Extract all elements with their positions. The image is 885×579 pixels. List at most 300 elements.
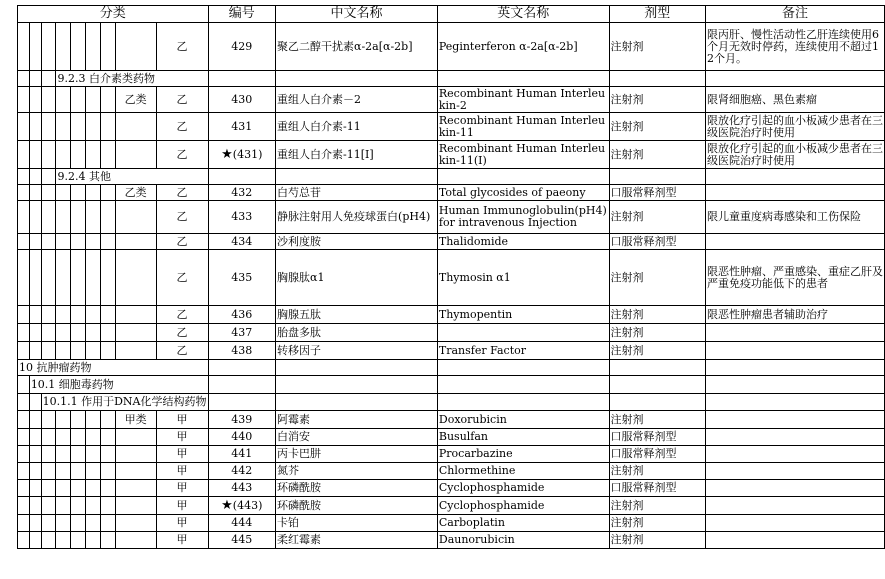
- indent-cell: [71, 324, 86, 342]
- indent-cell: [71, 23, 86, 71]
- indent-cell: [71, 234, 86, 250]
- cn-name-cell: 阿霉素: [276, 411, 438, 429]
- number-cell: [208, 342, 276, 360]
- section-row: [18, 360, 885, 376]
- number-cell: [208, 71, 276, 87]
- cn-name-cell: [276, 394, 438, 411]
- remark-cell: [705, 480, 884, 497]
- indent-cell: [56, 497, 71, 515]
- indent-cell: [29, 306, 41, 324]
- en-name-cell: [437, 376, 609, 394]
- remark-cell: [705, 324, 884, 342]
- class-cell: [115, 201, 156, 234]
- form-cell: 口服常释剂型: [609, 480, 705, 497]
- level-cell: 乙: [156, 23, 208, 71]
- indent-cell: [41, 306, 56, 324]
- indent-cell: [86, 515, 101, 532]
- indent-cell: [18, 71, 30, 87]
- remark-cell: [705, 411, 884, 429]
- number-cell: [208, 169, 276, 185]
- indent-cell: [41, 250, 56, 306]
- indent-cell: [41, 480, 56, 497]
- indent-cell: [18, 113, 30, 141]
- indent-cell: [86, 306, 101, 324]
- indent-cell: [41, 141, 56, 169]
- drug-number: 436: [231, 307, 253, 321]
- en-name-cell: Daunorubicin: [437, 532, 609, 549]
- indent-cell: [56, 532, 71, 549]
- indent-cell: [100, 306, 115, 324]
- drug-number: 435: [231, 270, 253, 284]
- indent-cell: [56, 201, 71, 234]
- indent-cell: [100, 141, 115, 169]
- drug-number: 442: [231, 464, 253, 477]
- level-cell: 甲: [156, 463, 208, 480]
- indent-cell: [41, 324, 56, 342]
- remark-cell: [705, 515, 884, 532]
- indent-cell: [18, 201, 30, 234]
- form-cell: 注射剂: [609, 324, 705, 342]
- number-cell: [208, 394, 276, 411]
- indent-cell: [71, 113, 86, 141]
- level-cell: 乙: [156, 87, 208, 113]
- indent-cell: [100, 201, 115, 234]
- drug-number: 438: [231, 343, 253, 357]
- en-name-cell: Recombinant Human Interleukin-11: [437, 113, 609, 141]
- indent-cell: [41, 87, 56, 113]
- indent-cell: [41, 411, 56, 429]
- indent-cell: [56, 306, 71, 324]
- section-title: 9.2.3 白介素类药物: [56, 71, 208, 87]
- level-cell: 乙: [156, 250, 208, 306]
- indent-cell: [18, 515, 30, 532]
- indent-cell: [56, 446, 71, 463]
- indent-cell: [56, 23, 71, 71]
- indent-cell: [86, 87, 101, 113]
- remark-cell: 限放化疗引起的血小板减少患者在三级医院治疗时使用: [706, 141, 883, 167]
- indent-cell: [71, 141, 86, 169]
- class-cell: [115, 23, 156, 71]
- indent-cell: [29, 185, 41, 201]
- indent-cell: [86, 185, 101, 201]
- class-cell: [115, 429, 156, 446]
- indent-cell: [29, 71, 41, 87]
- indent-cell: [71, 515, 86, 532]
- form-cell: [609, 360, 705, 376]
- indent-cell: [29, 480, 41, 497]
- indent-cell: [86, 463, 101, 480]
- form-cell: 注射剂: [609, 201, 705, 234]
- en-name-cell: [437, 71, 609, 87]
- table-row: [18, 23, 885, 71]
- indent-cell: [86, 324, 101, 342]
- form-cell: [609, 394, 705, 411]
- form-cell: 注射剂: [609, 497, 705, 515]
- indent-cell: [86, 250, 101, 306]
- number-cell: [208, 532, 276, 549]
- header-row: [18, 6, 885, 23]
- section-row: [18, 376, 885, 394]
- indent-cell: [56, 429, 71, 446]
- indent-cell: [100, 234, 115, 250]
- indent-cell: [86, 342, 101, 360]
- drug-number: (443): [232, 498, 263, 512]
- drug-number: (431): [232, 147, 263, 161]
- remark-cell: [705, 376, 884, 394]
- indent-cell: [56, 515, 71, 532]
- indent-cell: [18, 446, 30, 463]
- en-name-cell: Thalidomide: [437, 234, 609, 250]
- indent-cell: [29, 23, 41, 71]
- table-row: [18, 87, 885, 113]
- remark-cell: [705, 185, 884, 201]
- cn-name-cell: 丙卡巴肼: [276, 446, 438, 463]
- level-cell: 甲: [156, 429, 208, 446]
- cn-name-cell: 白芍总苷: [276, 185, 438, 201]
- header-remark: 备注: [705, 6, 884, 23]
- indent-cell: [18, 532, 30, 549]
- indent-cell: [71, 463, 86, 480]
- star-icon: ★: [221, 146, 233, 162]
- indent-cell: [56, 480, 71, 497]
- en-name-cell: Chlormethine: [437, 463, 609, 480]
- indent-cell: [100, 87, 115, 113]
- en-name-cell: Procarbazine: [437, 446, 609, 463]
- cn-name-cell: [276, 71, 438, 87]
- section-row: [18, 71, 885, 87]
- indent-cell: [18, 376, 30, 394]
- remark-cell: [705, 360, 884, 376]
- indent-cell: [41, 113, 56, 141]
- drug-number: 440: [231, 430, 253, 443]
- section-row: [18, 394, 885, 411]
- form-cell: [609, 169, 705, 185]
- remark-cell: 限放化疗引起的血小板减少患者在三级医院治疗时使用: [706, 113, 883, 139]
- cn-name-cell: 重组人白介素-11: [276, 113, 438, 141]
- indent-cell: [71, 201, 86, 234]
- form-cell: 注射剂: [609, 342, 705, 360]
- class-cell: [115, 497, 156, 515]
- indent-cell: [56, 234, 71, 250]
- en-name-cell: [437, 394, 609, 411]
- indent-cell: [18, 342, 30, 360]
- indent-cell: [18, 463, 30, 480]
- indent-cell: [29, 532, 41, 549]
- form-cell: 注射剂: [609, 141, 705, 169]
- indent-cell: [56, 87, 71, 113]
- indent-cell: [71, 87, 86, 113]
- indent-cell: [56, 411, 71, 429]
- form-cell: [609, 71, 705, 87]
- class-cell: [115, 324, 156, 342]
- indent-cell: [86, 23, 101, 71]
- cn-name-cell: 转移因子: [276, 342, 438, 360]
- indent-cell: [18, 324, 30, 342]
- class-cell: [115, 342, 156, 360]
- en-name-cell: Total glycosides of paeony: [437, 185, 609, 201]
- section-title: 10 抗肿瘤药物: [18, 360, 209, 376]
- indent-cell: [86, 201, 101, 234]
- indent-cell: [100, 497, 115, 515]
- header-category: 分类: [18, 6, 209, 23]
- level-cell: 甲: [156, 411, 208, 429]
- form-cell: 注射剂: [609, 532, 705, 549]
- indent-cell: [18, 306, 30, 324]
- indent-cell: [100, 23, 115, 71]
- indent-cell: [29, 169, 41, 185]
- form-cell: 注射剂: [609, 23, 705, 71]
- remark-cell: [705, 71, 884, 87]
- cn-name-cell: 胸腺肽α1: [276, 250, 438, 306]
- indent-cell: [56, 113, 71, 141]
- indent-cell: [29, 342, 41, 360]
- indent-cell: [41, 446, 56, 463]
- indent-cell: [29, 250, 41, 306]
- indent-cell: [18, 250, 30, 306]
- cn-name-cell: 重组人白介素-11[Ⅰ]: [276, 141, 438, 169]
- indent-cell: [18, 394, 30, 411]
- indent-cell: [41, 23, 56, 71]
- indent-cell: [29, 411, 41, 429]
- indent-cell: [41, 497, 56, 515]
- indent-cell: [56, 463, 71, 480]
- number-cell: [208, 324, 276, 342]
- level-cell: 乙: [156, 201, 208, 234]
- indent-cell: [18, 497, 30, 515]
- en-name-cell: Peginterferon α-2a[α-2b]: [437, 23, 609, 71]
- indent-cell: [18, 234, 30, 250]
- indent-cell: [100, 324, 115, 342]
- level-cell: 甲: [156, 446, 208, 463]
- indent-cell: [41, 201, 56, 234]
- level-cell: 乙: [156, 185, 208, 201]
- remark-cell: [705, 463, 884, 480]
- number-cell: [208, 141, 276, 169]
- class-cell: [115, 141, 156, 169]
- table-row: [18, 324, 885, 342]
- class-cell: [115, 532, 156, 549]
- drug-number: 434: [231, 234, 253, 248]
- cn-name-cell: [276, 169, 438, 185]
- class-cell: [115, 306, 156, 324]
- class-cell: [115, 515, 156, 532]
- en-name-cell: [437, 169, 609, 185]
- drug-number: 445: [231, 533, 253, 546]
- level-cell: 甲: [156, 515, 208, 532]
- drug-number: 433: [231, 210, 253, 223]
- indent-cell: [86, 532, 101, 549]
- indent-cell: [71, 342, 86, 360]
- indent-cell: [29, 324, 41, 342]
- en-name-cell: Carboplatin: [437, 515, 609, 532]
- en-name-cell: Recombinant Human Interleukin-2: [437, 87, 609, 113]
- indent-cell: [18, 169, 30, 185]
- indent-cell: [100, 515, 115, 532]
- en-name-cell: Cyclophosphamide: [437, 480, 609, 497]
- indent-cell: [56, 324, 71, 342]
- drug-number: 443: [231, 481, 253, 494]
- form-cell: 注射剂: [609, 515, 705, 532]
- table-body: [18, 6, 885, 549]
- section-row: [18, 169, 885, 185]
- indent-cell: [18, 87, 30, 113]
- remark-cell: [705, 342, 884, 360]
- cn-name-cell: 卡铂: [276, 515, 438, 532]
- indent-cell: [41, 71, 56, 87]
- en-name-cell: Human Immunoglobulin(pH4) for intravenous Injection: [437, 201, 609, 234]
- class-cell: [115, 250, 156, 306]
- number-cell: [208, 250, 276, 306]
- cn-name-cell: 静脉注射用人免疫球蛋白(pH4): [276, 201, 438, 234]
- remark-cell: 限恶性肿瘤、严重感染、重症乙肝及严重免疫功能低下的患者: [705, 250, 884, 306]
- table-row: [18, 480, 885, 497]
- number-cell: [208, 306, 276, 324]
- en-name-cell: Doxorubicin: [437, 411, 609, 429]
- drug-number: 437: [231, 325, 253, 339]
- level-cell: 甲: [156, 497, 208, 515]
- remark-cell: [705, 429, 884, 446]
- star-icon: ★: [221, 497, 233, 513]
- number-cell: [208, 201, 276, 234]
- indent-cell: [71, 306, 86, 324]
- class-cell: 甲类: [115, 411, 156, 429]
- form-cell: [609, 376, 705, 394]
- cn-name-cell: 重组人白介素－2: [276, 87, 438, 113]
- remark-cell: [705, 497, 884, 515]
- indent-cell: [41, 532, 56, 549]
- level-cell: 乙: [156, 324, 208, 342]
- indent-cell: [100, 185, 115, 201]
- drug-number: 441: [231, 447, 253, 460]
- table-row: [18, 429, 885, 446]
- number-cell: [208, 185, 276, 201]
- number-cell: [208, 360, 276, 376]
- cn-name-cell: 沙利度胺: [276, 234, 438, 250]
- indent-cell: [86, 141, 101, 169]
- indent-cell: [29, 446, 41, 463]
- drug-number: 444: [231, 516, 253, 529]
- cn-name-cell: 氮芥: [276, 463, 438, 480]
- indent-cell: [71, 429, 86, 446]
- indent-cell: [100, 429, 115, 446]
- indent-cell: [18, 185, 30, 201]
- cn-name-cell: [276, 360, 438, 376]
- form-cell: 注射剂: [609, 463, 705, 480]
- indent-cell: [29, 515, 41, 532]
- indent-cell: [100, 411, 115, 429]
- remark-cell: [705, 532, 884, 549]
- indent-cell: [86, 113, 101, 141]
- indent-cell: [18, 23, 30, 71]
- number-cell: [208, 376, 276, 394]
- indent-cell: [29, 87, 41, 113]
- indent-cell: [18, 411, 30, 429]
- indent-cell: [29, 201, 41, 234]
- class-cell: [115, 234, 156, 250]
- indent-cell: [18, 141, 30, 169]
- table-row: [18, 446, 885, 463]
- class-cell: [115, 480, 156, 497]
- cn-name-cell: 胸腺五肽: [276, 306, 438, 324]
- level-cell: 乙: [156, 342, 208, 360]
- header-en-name: 英文名称: [437, 6, 609, 23]
- indent-cell: [29, 463, 41, 480]
- remark-cell: 限恶性肿瘤患者辅助治疗: [705, 306, 884, 324]
- indent-cell: [86, 429, 101, 446]
- indent-cell: [29, 394, 41, 411]
- indent-cell: [71, 250, 86, 306]
- level-cell: 甲: [156, 480, 208, 497]
- number-cell: [208, 515, 276, 532]
- drug-number: 429: [231, 39, 253, 53]
- drug-number: 430: [231, 92, 253, 106]
- indent-cell: [71, 532, 86, 549]
- table-row: [18, 141, 885, 169]
- en-name-cell: [437, 324, 609, 342]
- drug-number: 431: [231, 119, 253, 133]
- en-name-cell: Thymosin α1: [437, 250, 609, 306]
- number-cell: [208, 480, 276, 497]
- indent-cell: [41, 342, 56, 360]
- cn-name-cell: 环磷酰胺: [276, 480, 438, 497]
- class-cell: 乙类: [115, 185, 156, 201]
- indent-cell: [18, 480, 30, 497]
- indent-cell: [86, 497, 101, 515]
- remark-cell: [705, 394, 884, 411]
- en-name-cell: Cyclophosphamide: [437, 497, 609, 515]
- table-row: [18, 497, 885, 515]
- remark-cell: [705, 169, 884, 185]
- cn-name-cell: [276, 376, 438, 394]
- table-row: [18, 113, 885, 141]
- level-cell: 乙: [156, 306, 208, 324]
- form-cell: 口服常释剂型: [609, 234, 705, 250]
- en-name-cell: Recombinant Human Interleukin-11(Ⅰ): [437, 141, 609, 169]
- cn-name-cell: 柔红霉素: [276, 532, 438, 549]
- indent-cell: [100, 113, 115, 141]
- drug-catalog-table: [17, 5, 885, 549]
- indent-cell: [100, 446, 115, 463]
- number-cell: [208, 23, 276, 71]
- remark-cell: [705, 446, 884, 463]
- en-name-cell: Thymopentin: [437, 306, 609, 324]
- indent-cell: [41, 169, 56, 185]
- number-cell: [208, 446, 276, 463]
- indent-cell: [71, 411, 86, 429]
- indent-cell: [18, 429, 30, 446]
- table-row: [18, 515, 885, 532]
- table-row: [18, 411, 885, 429]
- indent-cell: [100, 532, 115, 549]
- number-cell: [208, 87, 276, 113]
- cn-name-cell: 白消安: [276, 429, 438, 446]
- indent-cell: [29, 234, 41, 250]
- form-cell: 注射剂: [609, 113, 705, 141]
- number-cell: [208, 113, 276, 141]
- class-cell: 乙类: [115, 87, 156, 113]
- section-title: 9.2.4 其他: [56, 169, 208, 185]
- indent-cell: [29, 497, 41, 515]
- indent-cell: [100, 463, 115, 480]
- indent-cell: [86, 411, 101, 429]
- indent-cell: [41, 185, 56, 201]
- indent-cell: [56, 342, 71, 360]
- section-title: 10.1.1 作用于DNA化学结构药物: [41, 394, 208, 411]
- form-cell: 注射剂: [609, 411, 705, 429]
- table-row: [18, 463, 885, 480]
- form-cell: 口服常释剂型: [609, 446, 705, 463]
- indent-cell: [71, 185, 86, 201]
